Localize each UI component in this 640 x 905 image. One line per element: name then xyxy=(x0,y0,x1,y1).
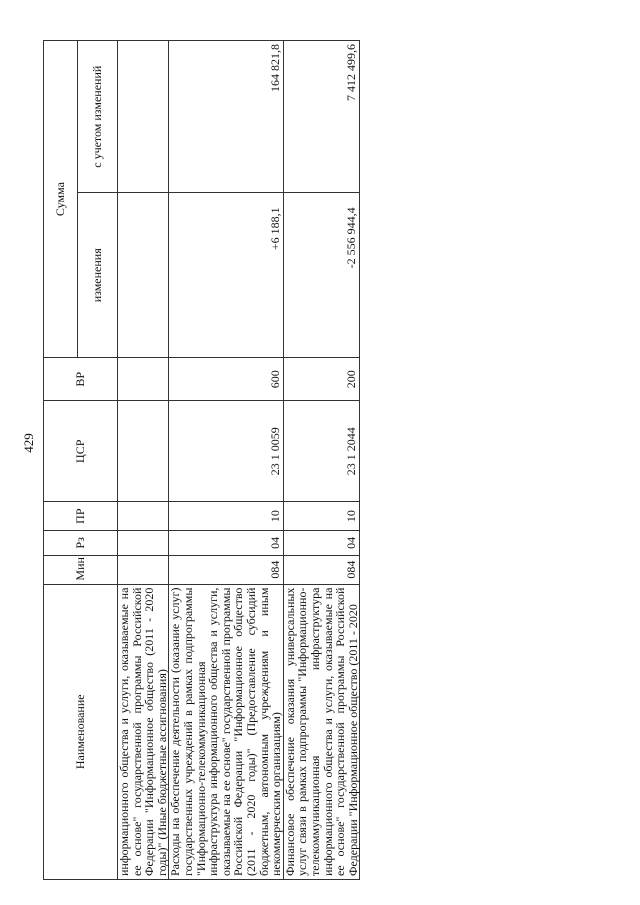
row-csr xyxy=(118,401,169,502)
row-total: 7 412 499,6 xyxy=(283,41,360,193)
table-row xyxy=(283,41,360,880)
header-csr: ЦСР xyxy=(44,401,118,502)
row-csr: 23 1 0059 xyxy=(169,401,283,502)
row-min xyxy=(118,555,169,584)
table-row xyxy=(118,41,169,880)
row-vr: 600 xyxy=(169,358,283,401)
header-total: с учетом изменений xyxy=(78,41,118,193)
row-change xyxy=(118,193,169,358)
row-rz: 04 xyxy=(169,531,283,556)
row-min: 084 xyxy=(283,555,360,584)
budget-table xyxy=(43,40,360,880)
row-csr: 23 1 2044 xyxy=(283,401,360,502)
row-change: +6 188,1 xyxy=(169,193,283,358)
header-change: изменения xyxy=(78,193,118,358)
row-pr: 10 xyxy=(169,502,283,531)
header-pr: ПР xyxy=(44,502,118,531)
row-pr xyxy=(118,502,169,531)
page-number: 429 xyxy=(21,433,36,453)
row-rz xyxy=(118,531,169,556)
row-name: Расходы на обеспечение деятельности (оказание услуг) государственных учреждений в рамках подпрограммы "Информационно-телекоммуникационная инфраструктура информационного общества и услуги, оказываемые на ее основе" государственной программы Российской Федерации "Информационное общество (2011 - 2020 годы)" (Предоставление субсидий бюджетным, автономным учреждениям и иным некоммерческим организациям) xyxy=(169,584,283,879)
row-vr: 200 xyxy=(283,358,360,401)
header-vr: ВР xyxy=(44,358,118,401)
row-name: информационного общества и услуги, оказываемые на ее основе" государственной программы Российской Федерации "Информационное общество (2011 - 2020 годы)" (Иные бюджетные ассигнования) xyxy=(118,584,169,879)
header-name: Наименование xyxy=(44,584,118,879)
row-name: Финансовое обеспечение оказания универсальных услуг связи в рамках подпрограммы "Информационно-телекоммуникационная инфраструктура информационного общества и услуги, оказываемые на ее основе" государственной программы Российской Федерации "Информационное общество (2011 - 2020 xyxy=(283,584,360,879)
table-row xyxy=(169,41,283,880)
row-total: 164 821,8 xyxy=(169,41,283,193)
row-vr xyxy=(118,358,169,401)
row-rz: 04 xyxy=(283,531,360,556)
header-rz: Рз xyxy=(44,531,118,556)
row-min: 084 xyxy=(169,555,283,584)
row-total xyxy=(118,41,169,193)
rotated-page xyxy=(0,30,610,880)
header-sum: Сумма xyxy=(44,41,78,358)
row-change: -2 556 944,4 xyxy=(283,193,360,358)
header-min: Мин xyxy=(44,555,118,584)
row-pr: 10 xyxy=(283,502,360,531)
